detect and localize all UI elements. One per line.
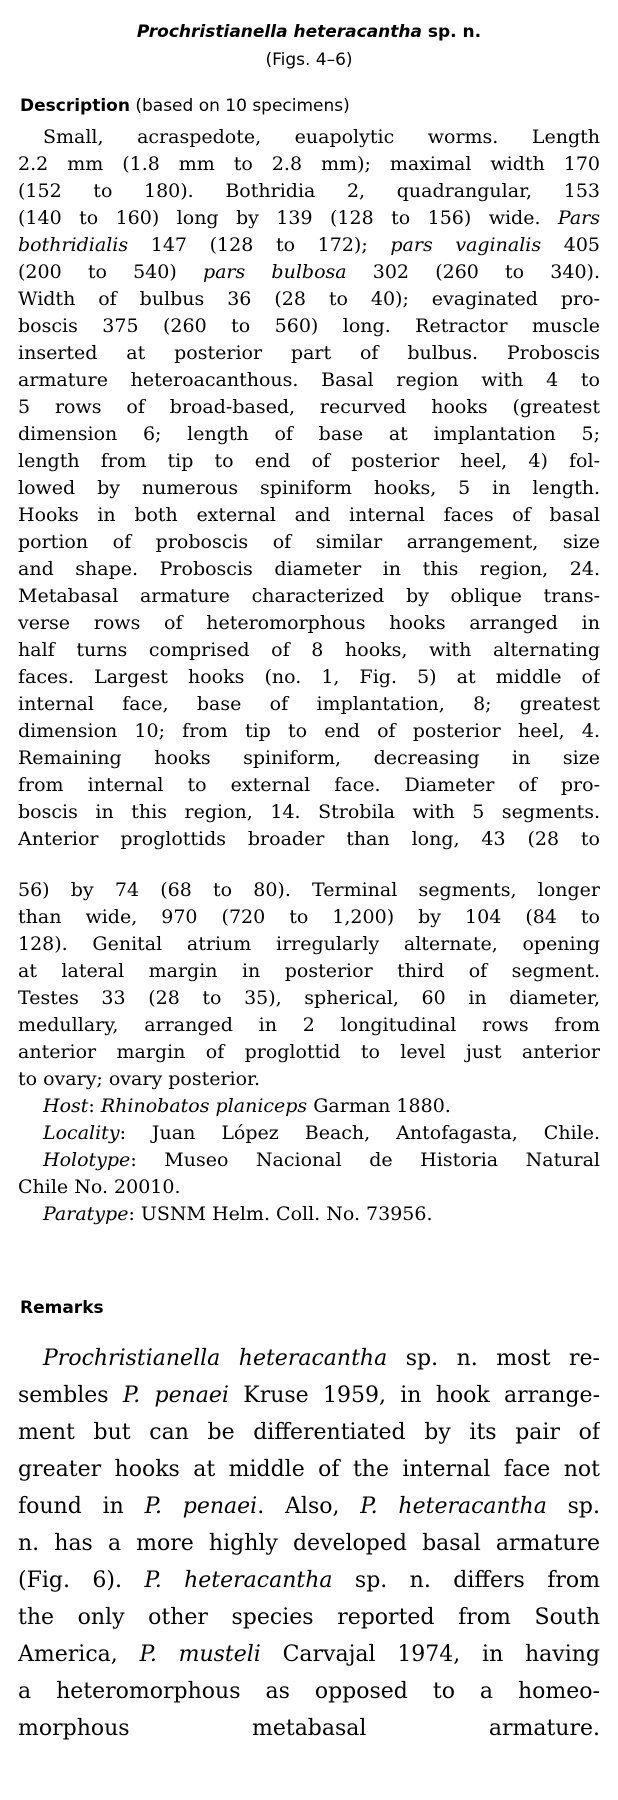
holotype-label: Holotype xyxy=(43,1149,131,1171)
description-line: than wide, 970 (720 to 1,200) by 104 (84 to xyxy=(18,906,600,928)
remarks-heading: Remarks xyxy=(20,1298,104,1318)
host-label: Host xyxy=(43,1095,89,1117)
description-line: lowed by numerous spiniform hooks, 5 in length. xyxy=(18,477,600,499)
description-line: (200 to 540) pars bulbosa 302 (260 to 340). xyxy=(18,261,600,283)
description-line: to ovary; ovary posterior. xyxy=(18,1068,261,1090)
description-line: from internal to external face. Diameter of pro- xyxy=(18,774,600,796)
description-line: boscis 375 (260 to 560) long. Retractor muscle xyxy=(18,315,600,337)
description-line: anterior margin of proglottid to level just anterior xyxy=(18,1041,600,1063)
specimen-data xyxy=(18,1093,600,1228)
description-line: faces. Largest hooks (no. 1, Fig. 5) at middle of xyxy=(18,666,600,688)
locality-value: : Juan López Beach, Antofagasta, Chile. xyxy=(119,1122,600,1144)
species-name: Prochristianella heteracantha xyxy=(136,22,422,42)
species-suffix: sp. n. xyxy=(421,22,482,42)
paratype-value: : USNM Helm. Coll. No. 73956. xyxy=(128,1203,433,1225)
figure-reference: (Figs. 4–6) xyxy=(265,50,353,70)
description-line: Testes 33 (28 to 35), spherical, 60 in diameter, xyxy=(18,987,600,1009)
remarks-line: morphous metabasal armature. xyxy=(18,1716,600,1741)
description-line: 5 rows of broad-based, recurved hooks (greatest xyxy=(18,396,600,418)
description-line: Width of bulbus 36 (28 to 40); evaginated pro- xyxy=(18,288,600,310)
description-line: half turns comprised of 8 hooks, with alternating xyxy=(18,639,600,661)
description-line: inserted at posterior part of bulbus. Proboscis xyxy=(18,342,600,364)
remarks-line: sembles P. penaei Kruse 1959, in hook arrange- xyxy=(18,1383,600,1408)
locality-line xyxy=(18,1120,600,1147)
description-line: Anterior proglottids broader than long, 43 (28 to xyxy=(18,828,600,850)
holotype-value: : Museo Nacional de Historia Natural xyxy=(130,1149,600,1171)
paratype-label: Paratype xyxy=(43,1203,129,1225)
description-body-part1 xyxy=(18,124,600,853)
description-body-part2 xyxy=(18,877,600,1093)
description-heading-label: Description xyxy=(20,96,130,116)
holotype-line-2: Chile No. 20010. xyxy=(18,1176,181,1198)
remarks-line: (Fig. 6). P. heteracantha sp. n. differs from xyxy=(18,1568,600,1593)
description-line: length from tip to end of posterior heel, 4) fol- xyxy=(18,450,600,472)
description-heading-note: (based on 10 specimens) xyxy=(129,96,350,116)
remarks-line: Prochristianella heteracantha sp. n. most re- xyxy=(43,1346,600,1371)
host-species: Rhinobatos planiceps xyxy=(100,1095,308,1117)
description-line: and shape. Proboscis diameter in this region, 24. xyxy=(18,558,600,580)
description-line: verse rows of heteromorphous hooks arranged in xyxy=(18,612,600,634)
description-line: 2.2 mm (1.8 mm to 2.8 mm); maximal width 170 xyxy=(18,153,600,175)
remarks-line: greater hooks at middle of the internal face not xyxy=(18,1457,600,1482)
remarks-line: a heteromorphous as opposed to a homeo- xyxy=(18,1679,600,1704)
description-line: dimension 6; length of base at implantation 5; xyxy=(18,423,600,445)
description-heading xyxy=(20,96,350,116)
description-line: 56) by 74 (68 to 80). Terminal segments, longer xyxy=(18,879,600,901)
holotype-line xyxy=(18,1147,600,1174)
description-line: internal face, base of implantation, 8; greatest xyxy=(18,693,600,715)
host-rest: Garman 1880. xyxy=(307,1095,451,1117)
paratype-line xyxy=(18,1201,600,1228)
description-line: boscis in this region, 14. Strobila with 5 segments. xyxy=(18,801,600,823)
host-line: Host: Rhinobatos planiceps Garman 1880. xyxy=(43,1095,451,1117)
description-line: (140 to 160) long by 139 (128 to 156) wide. Pars xyxy=(18,207,600,229)
description-line: (152 to 180). Bothridia 2, quadrangular, 153 xyxy=(18,180,600,202)
remarks-line: n. has a more highly developed basal armature xyxy=(18,1531,600,1556)
remarks-line: ment but can be differentiated by its pair of xyxy=(18,1420,600,1445)
description-line: medullary, arranged in 2 longitudinal rows from xyxy=(18,1014,600,1036)
description-line: Small, acraspedote, euapolytic worms. Length xyxy=(43,126,600,148)
species-title xyxy=(0,22,618,42)
locality-label: Locality xyxy=(43,1122,120,1144)
description-line: portion of proboscis of similar arrangement, size xyxy=(18,531,600,553)
description-line: Remaining hooks spiniform, decreasing in size xyxy=(18,747,600,769)
description-line: bothridialis 147 (128 to 172); pars vaginalis 405 xyxy=(18,234,600,256)
description-line: Hooks in both external and internal faces of basal xyxy=(18,504,600,526)
description-line: armature heteroacanthous. Basal region with 4 to xyxy=(18,369,600,391)
description-line: dimension 10; from tip to end of posterior heel, 4. xyxy=(18,720,600,742)
remarks-line: America, P. musteli Carvajal 1974, in having xyxy=(18,1642,600,1667)
description-line: Metabasal armature characterized by oblique trans- xyxy=(18,585,600,607)
remarks-line: found in P. penaei. Also, P. heteracantha sp. xyxy=(18,1494,600,1519)
description-line: at lateral margin in posterior third of segment. xyxy=(18,960,600,982)
description-line: 128). Genital atrium irregularly alternate, opening xyxy=(18,933,600,955)
remarks-body xyxy=(18,1340,600,1747)
remarks-line: the only other species reported from South xyxy=(18,1605,600,1630)
